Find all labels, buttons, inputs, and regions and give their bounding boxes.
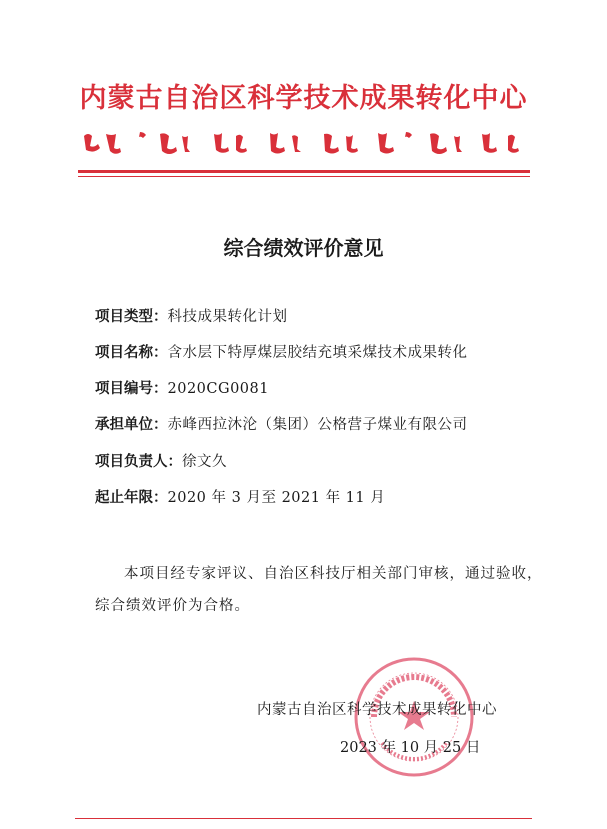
field-period <box>95 486 385 507</box>
field-value: 徐文久 <box>182 454 227 470</box>
field-label: 项目名称： <box>95 345 168 361</box>
letterhead-title: 内蒙古自治区科学技术成果转化中心 <box>79 83 528 114</box>
field-value: 含水层下特厚煤层胶结充填采煤技术成果转化 <box>167 345 468 361</box>
signature-date: 2023 年 10 月 25 日 <box>340 740 481 756</box>
mongolian-script-line <box>78 128 528 158</box>
field-label: 项目编号： <box>95 381 168 397</box>
signature-organization: 内蒙古自治区科学技术成果转化中心 <box>257 702 497 718</box>
evaluation-paragraph: 本项目经专家评议、自治区科技厅相关部门审核，通过验收，综合绩效评价为合格。 <box>95 566 543 614</box>
field-project-number <box>95 377 269 398</box>
letterhead-rule-thin <box>78 176 530 177</box>
field-value: 科技成果转化计划 <box>167 309 288 325</box>
field-label: 项目负责人： <box>95 454 182 470</box>
field-value: 2020 年 3 月至 2021 年 11 月 <box>167 490 386 506</box>
field-project-type <box>95 305 288 326</box>
field-project-name <box>95 341 468 362</box>
field-value: 2020CG0081 <box>167 381 269 397</box>
field-label: 起止年限： <box>95 490 168 506</box>
field-value: 赤峰西拉沐沦（集团）公格营子煤业有限公司 <box>167 417 468 433</box>
field-label: 承担单位： <box>95 417 168 433</box>
letterhead-rule-thick <box>78 170 530 173</box>
document-title: 综合绩效评价意见 <box>223 236 384 260</box>
field-label: 项目类型： <box>95 309 168 325</box>
footer-rule <box>75 818 532 819</box>
field-project-leader <box>95 450 227 471</box>
field-undertaking-unit <box>95 413 468 434</box>
